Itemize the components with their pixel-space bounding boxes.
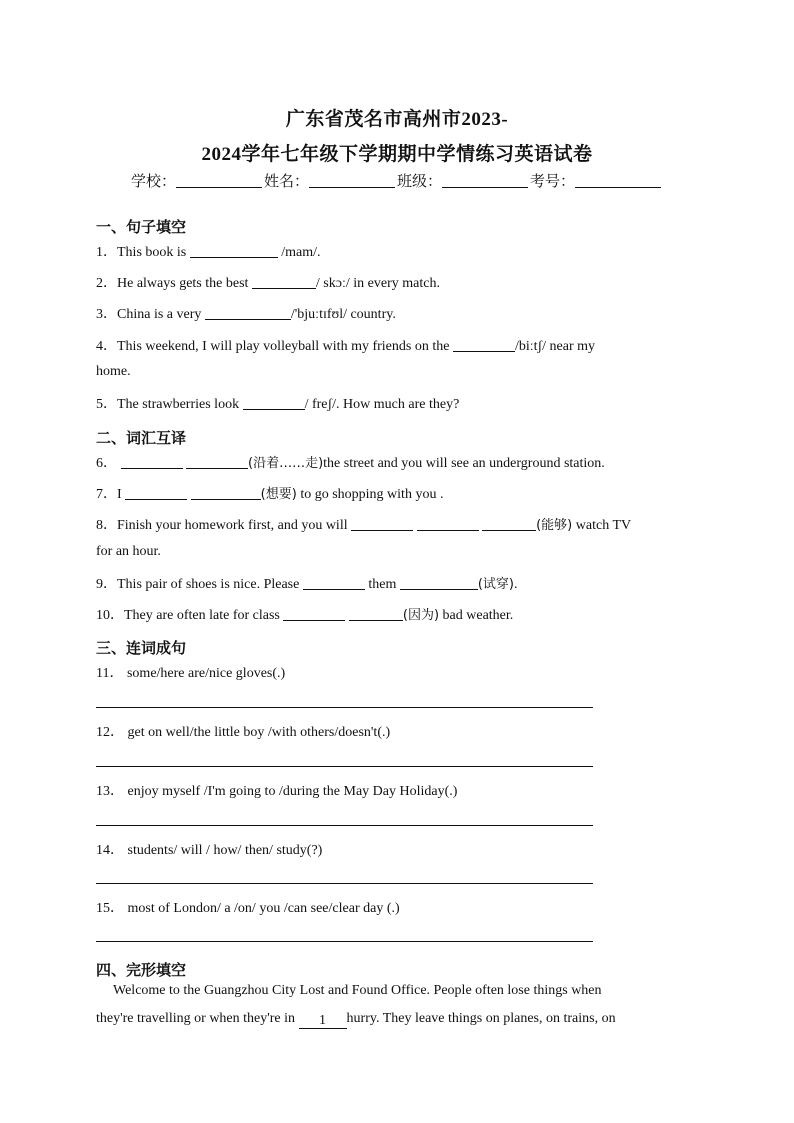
answer-line[interactable] [96, 941, 593, 942]
question-2 [96, 272, 440, 292]
answer-blank[interactable] [283, 607, 345, 621]
question-text: I [117, 487, 122, 502]
question-number: 1． [96, 245, 117, 260]
answer-blank[interactable] [453, 338, 515, 352]
passage-text: hurry. They leave things on planes, on trains, on [346, 1011, 616, 1026]
name-blank[interactable] [309, 173, 395, 188]
question-text: / skɔː/ in every match. [315, 276, 440, 291]
answer-blank[interactable] [125, 486, 187, 500]
chinese-hint: (试穿) [477, 577, 515, 592]
question-text: This book is [117, 245, 187, 260]
number-label: 考号： [530, 172, 576, 190]
question-7 [96, 483, 443, 503]
section-3-heading: 三、连词成句 [96, 639, 187, 657]
question-text: This weekend, I will play volleyball with my friends on the [117, 339, 450, 354]
question-text: They are often late for class [124, 608, 280, 623]
question-8-continued: for an hour. [96, 544, 161, 559]
question-number: 8． [96, 518, 117, 533]
question-text: / freʃ/. How much are they? [304, 397, 460, 412]
question-12: 12． get on well/the little boy /with others/doesn't(.) [96, 725, 391, 740]
question-text: /mam/. [281, 245, 321, 260]
question-text: /biːtʃ/ near my [514, 339, 596, 354]
question-5 [96, 393, 459, 413]
title-line-2: 2024学年七年级下学期期中学情练习英语试卷 [201, 144, 593, 165]
answer-blank[interactable] [186, 455, 248, 469]
question-9 [96, 573, 518, 593]
question-number: 5． [96, 397, 117, 412]
class-label: 班级： [397, 172, 443, 190]
passage-text: they're travelling or when they're in [96, 1011, 296, 1026]
cloze-blank-1[interactable]: 1 [299, 1013, 347, 1029]
answer-line[interactable] [96, 707, 593, 708]
passage-line-1: Welcome to the Guangzhou City Lost and Found Office. People often lose things when [113, 983, 602, 998]
answer-blank[interactable] [191, 486, 261, 500]
school-blank[interactable] [176, 173, 262, 188]
question-text: Finish your homework first, and you will [117, 518, 348, 533]
title-line-1: 广东省茂名市高州市2023- [285, 109, 509, 130]
answer-line[interactable] [96, 825, 593, 826]
chinese-hint: (能够) [536, 518, 573, 533]
question-number: 3． [96, 307, 117, 322]
question-11: 11． some/here are/nice gloves(.) [96, 666, 286, 681]
question-6 [96, 452, 605, 472]
question-text: the street and you will see an underground station. [323, 456, 605, 471]
question-text: He always gets the best [117, 276, 249, 291]
school-label: 学校： [130, 172, 176, 190]
class-blank[interactable] [442, 173, 528, 188]
section-2-heading: 二、词汇互译 [96, 429, 187, 447]
question-text: China is a very [117, 307, 202, 322]
passage-line-2 [96, 1011, 616, 1029]
answer-blank[interactable] [303, 576, 365, 590]
question-15: 15． most of London/ a /on/ you /can see/clear day (.) [96, 901, 400, 916]
question-1 [96, 241, 321, 261]
answer-blank[interactable] [252, 275, 316, 289]
question-text: The strawberries look [117, 397, 240, 412]
question-8 [96, 514, 631, 534]
question-text: . [514, 577, 518, 592]
section-4-heading: 四、完形填空 [96, 961, 187, 979]
section-1-heading: 一、句子填空 [96, 218, 187, 236]
question-number: 10． [96, 608, 124, 623]
question-number: 7． [96, 487, 117, 502]
number-blank[interactable] [575, 173, 661, 188]
answer-blank[interactable] [190, 244, 278, 258]
answer-blank[interactable] [121, 455, 183, 469]
answer-blank[interactable] [400, 576, 478, 590]
answer-blank[interactable] [417, 517, 479, 531]
question-10 [96, 604, 513, 624]
question-13: 13． enjoy myself /I'm going to /during the May Day Holiday(.) [96, 784, 458, 799]
question-text: bad weather. [442, 608, 514, 623]
answer-line[interactable] [96, 883, 593, 884]
chinese-hint: (想要) [260, 487, 297, 502]
answer-blank[interactable] [351, 517, 413, 531]
question-text: to go shopping with you . [300, 487, 444, 502]
question-number: 9． [96, 577, 117, 592]
question-14: 14． students/ will / how/ then/ study(?) [96, 843, 323, 858]
student-info-row [0, 170, 794, 191]
name-label: 姓名： [263, 172, 309, 190]
answer-blank[interactable] [243, 396, 305, 410]
question-number: 2． [96, 276, 117, 291]
answer-blank[interactable] [205, 306, 291, 320]
question-4 [96, 335, 595, 355]
question-4-continued: home. [96, 364, 131, 379]
answer-line[interactable] [96, 766, 593, 767]
question-number: 4． [96, 339, 117, 354]
question-text: /'bjuːtɪfʊl/ country. [290, 307, 396, 322]
answer-blank[interactable] [349, 607, 403, 621]
chinese-hint: (沿着……走) [248, 456, 324, 471]
chinese-hint: (因为) [402, 608, 440, 623]
question-3 [96, 303, 396, 323]
question-text: This pair of shoes is nice. Please [117, 577, 300, 592]
question-text: watch TV [575, 518, 632, 533]
question-number: 6． [96, 456, 117, 471]
question-text: them [368, 577, 397, 592]
answer-blank[interactable] [482, 517, 536, 531]
